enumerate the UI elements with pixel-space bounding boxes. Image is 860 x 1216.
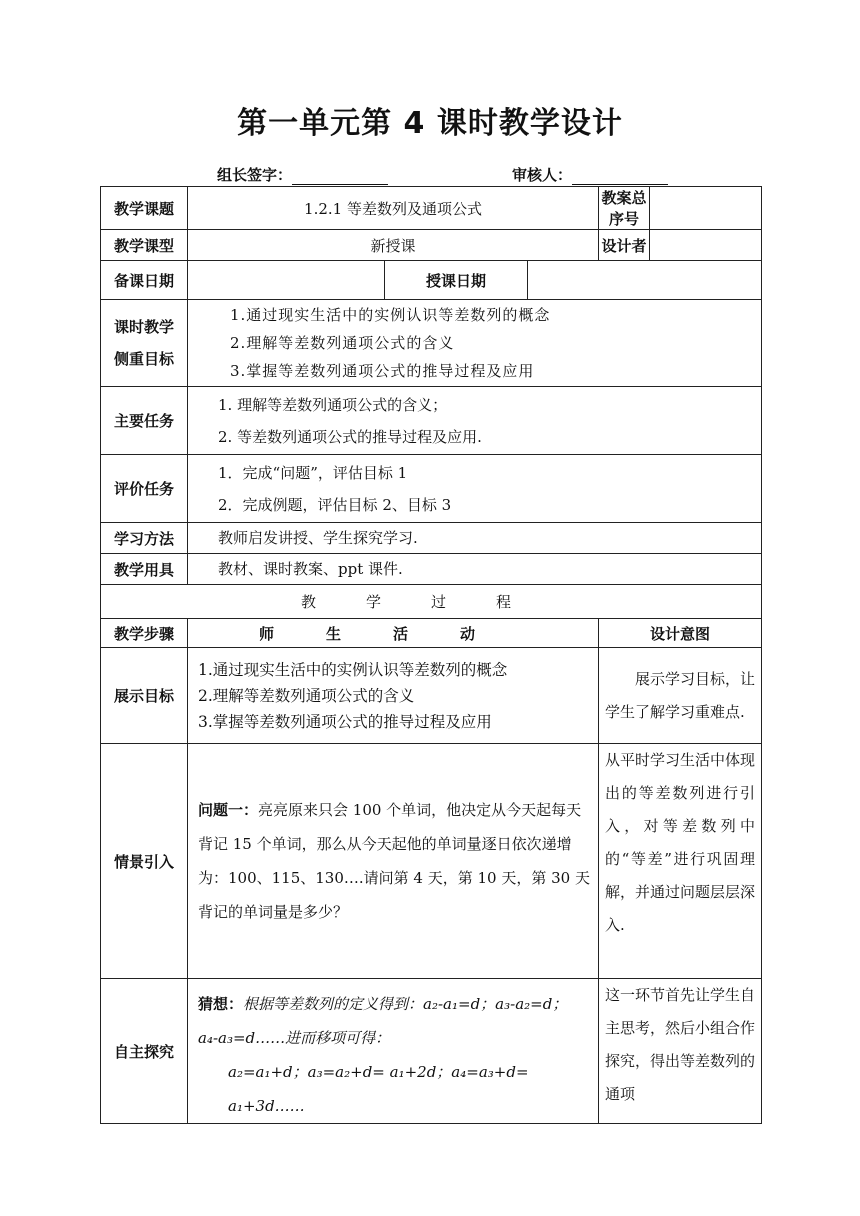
tasks-list: [188, 387, 762, 455]
type-label: 教学课型: [101, 230, 188, 261]
task-item: 1. 理解等差数列通项公式的含义；: [218, 395, 448, 414]
scene-intent: 从平时学习生活中体现出的等差数列进行引入，对等差数列中的“等差”进行巩固理解，并通过问题层层深入.: [599, 744, 762, 979]
tasks-row: [101, 387, 762, 455]
explore-guess: [188, 979, 599, 1124]
guess-line-3: a₂=a₁+d；a₃=a₂+d= a₁+2d；a₄=a₃+d= a₁+3d……: [228, 1063, 529, 1115]
teach-date-label: 授课日期: [385, 261, 528, 300]
type-row: [101, 230, 762, 261]
scene-label: 情景引入: [101, 744, 188, 979]
show-goals-row: [101, 648, 762, 744]
scene-question: [188, 744, 599, 979]
leader-signature: [217, 164, 388, 188]
guess-line: [198, 987, 592, 1021]
objectives-label: [101, 300, 188, 387]
prep-date-label: 备课日期: [101, 261, 188, 300]
task-item: 2. 等差数列通项公式的推导过程及应用.: [218, 427, 482, 446]
designer-label: 设计者: [599, 230, 650, 261]
eval-label: 评价任务: [101, 455, 188, 523]
objectives-list: [188, 300, 762, 387]
topic-value: 1.2.1 等差数列及通项公式: [188, 187, 599, 230]
date-row: [101, 261, 762, 300]
teach-date-value: [528, 261, 762, 300]
reviewer-signature-line: [572, 168, 668, 185]
scene-question-body: 亮亮原来只会 100 个单词，他决定从今天起每天背记 15 个单词，那么从今天起他的单词量逐日依次递增为：100、115、130….请问第 4 天，第 10 天，第 30 天背记的单词量是多少？: [198, 801, 590, 921]
tools-value: 教材、课时教案、ppt 课件.: [188, 554, 762, 585]
process-heading: 教学过程: [101, 585, 762, 619]
method-value: 教师启发讲授、学生探究学习.: [188, 523, 762, 554]
scene-row: [101, 744, 762, 979]
reviewer-signature-label: 审核人：: [512, 166, 573, 184]
topic-label: 教学课题: [101, 187, 188, 230]
intent-header: 设计意图: [599, 619, 762, 648]
show-goals-list: [188, 648, 599, 744]
page-title: 第一单元第 4 课时教学设计: [237, 106, 623, 141]
explore-row: [101, 979, 762, 1124]
show-goal-item: 3.掌握等差数列通项公式的推导过程及应用: [198, 712, 492, 731]
method-label: 学习方法: [101, 523, 188, 554]
prep-date-value: [188, 261, 385, 300]
designer-value: [650, 230, 762, 261]
step-header: 教学步骤: [101, 619, 188, 648]
objectives-label-line-1: 课时教学: [113, 318, 174, 336]
leader-signature-label: 组长签字：: [217, 166, 293, 184]
objectives-row: [101, 300, 762, 387]
leader-signature-line: [292, 168, 388, 185]
guess-title: 猜想：: [198, 995, 244, 1013]
tools-label: 教学用具: [101, 554, 188, 585]
guess-line-1: 根据等差数列的定义得到：a₂-a₁=d；a₃-a₂=d；: [243, 995, 568, 1013]
objective-item: 3.掌握等差数列通项公式的推导过程及应用: [230, 362, 535, 380]
method-row: [101, 523, 762, 554]
objective-item: 2.理解等差数列通项公式的含义: [230, 334, 455, 352]
show-goal-item: 2.理解等差数列通项公式的含义: [198, 686, 415, 705]
eval-item: 1．完成“问题”，评估目标 1: [218, 463, 408, 482]
process-heading-row: [101, 585, 762, 619]
eval-item: 2．完成例题，评估目标 2、目标 3: [218, 495, 452, 514]
tools-row: [101, 554, 762, 585]
eval-list: [188, 455, 762, 523]
objectives-label-line-2: 侧重目标: [113, 350, 174, 368]
lesson-plan-table: [100, 186, 762, 1124]
explore-label: 自主探究: [101, 979, 188, 1124]
plan-no-value: [650, 187, 762, 230]
tasks-label: 主要任务: [101, 387, 188, 455]
explore-intent: 这一环节首先让学生自主思考，然后小组合作探究，得出等差数列的通项: [599, 979, 762, 1124]
type-value: 新授课: [188, 230, 599, 261]
guess-line-2: a₄-a₃=d……进而移项可得：: [198, 1029, 391, 1047]
activity-header: 师生活动: [188, 619, 599, 648]
scene-question-title: 问题一：: [198, 801, 259, 819]
process-header-row: [101, 619, 762, 648]
show-goal-item: 1.通过现实生活中的实例认识等差数列的概念: [198, 660, 508, 679]
plan-no-label: 教案总序号: [599, 187, 650, 230]
eval-row: [101, 455, 762, 523]
show-goals-intent: 展示学习目标，让学生了解学习重难点.: [599, 648, 762, 744]
reviewer-signature: [512, 164, 668, 188]
objective-item: 1.通过现实生活中的实例认识等差数列的概念: [230, 306, 551, 324]
show-goals-label: 展示目标: [101, 648, 188, 744]
topic-row: [101, 187, 762, 230]
